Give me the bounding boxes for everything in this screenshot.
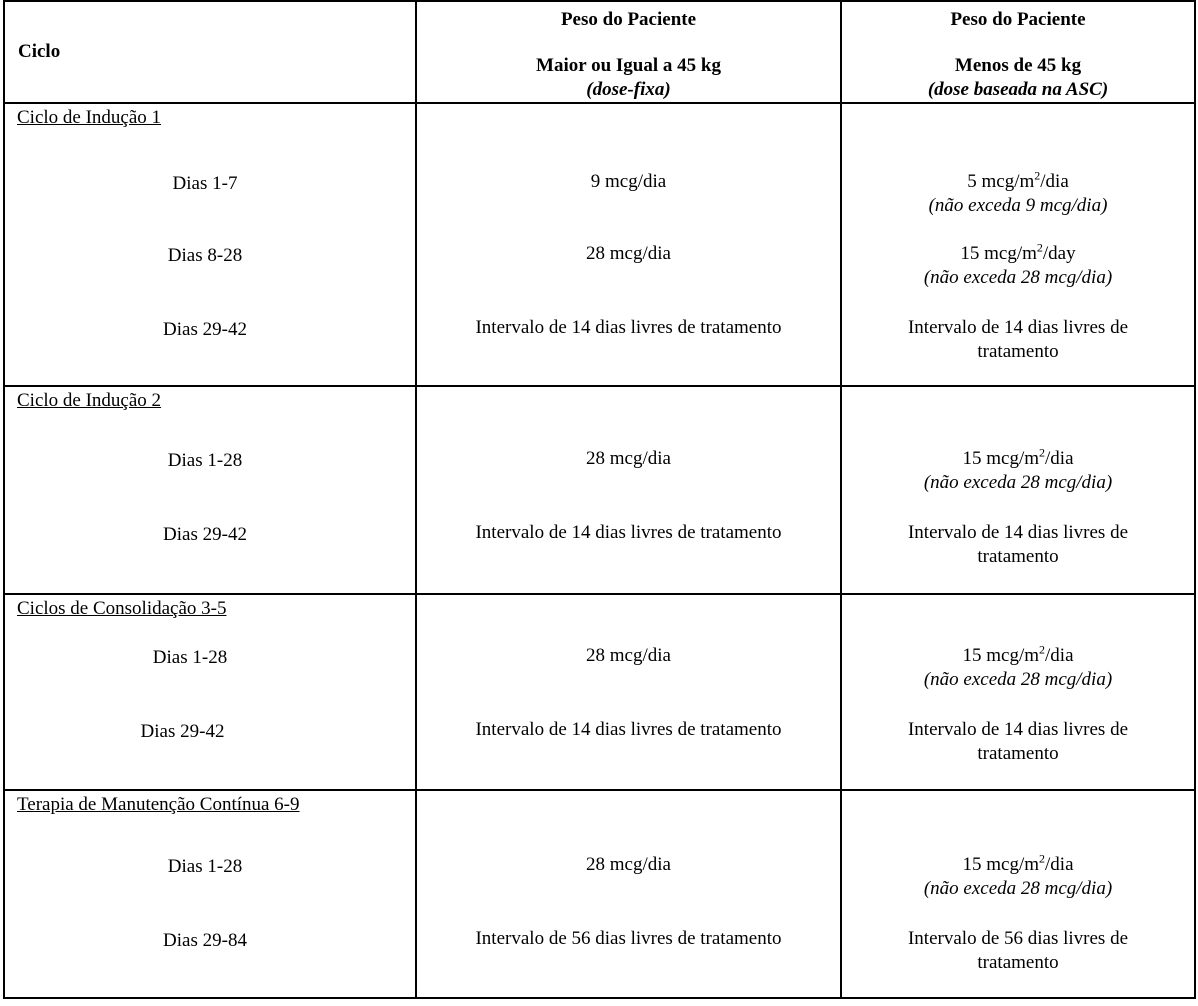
bsa-note: (não exceda 9 mcg/dia) [928,195,1108,216]
header-cycle [4,1,416,103]
bsa-dose-value [842,927,1194,975]
bsa-dose-value [842,170,1194,218]
days-label: Dias 1-28 [167,450,243,471]
header-col2-line1: Peso do Paciente [560,9,697,30]
bsa-dose-cell [841,594,1195,790]
section-title: Ciclo de Indução 1 [17,107,162,128]
days-label: Dias 1-7 [172,173,238,194]
bsa-line1: Intervalo de 56 dias livres de [907,928,1128,949]
bsa-dose-value [842,242,1194,290]
header-col3-line2: Menos de 45 kg [954,55,1082,76]
bsa-note: (não exceda 28 mcg/dia) [923,669,1113,690]
fixed-dose-value: Intervalo de 14 dias livres de tratamento [475,522,782,543]
section-consolidation [4,594,1195,790]
bsa-note: (não exceda 28 mcg/dia) [923,472,1113,493]
section-title: Ciclos de Consolidação 3-5 [17,598,227,619]
header-col3-line3: (dose baseada na ASC) [927,79,1109,100]
cycle-cell [4,103,416,386]
bsa-dose-cell [841,386,1195,594]
days-label: Dias 29-42 [163,524,247,545]
bsa-amount: 15 mcg/m [960,243,1037,264]
fixed-dose-value: 9 mcg/dia [590,171,667,192]
fixed-dose-cell [416,594,841,790]
bsa-note: (não exceda 28 mcg/dia) [923,267,1113,288]
fixed-dose-value: Intervalo de 14 dias livres de tratamento [475,719,782,740]
bsa-dose-value [842,316,1194,364]
cycle-cell [4,594,416,790]
superscript: 2 [1034,168,1041,183]
superscript: 2 [1039,445,1046,460]
header-cycle-text: Ciclo [18,41,61,62]
section-title: Terapia de Manutenção Contínua 6-9 [17,794,300,815]
bsa-unit: /day [1042,243,1076,264]
days-label: Dias 1-28 [152,647,228,668]
cycle-cell [4,386,416,594]
bsa-line1: Intervalo de 14 dias livres de [907,719,1128,740]
fixed-dose-value: 28 mcg/dia [586,854,671,875]
bsa-line2: tratamento [977,341,1059,362]
bsa-line1: Intervalo de 14 dias livres de [907,522,1128,543]
section-maintenance [4,790,1195,998]
header-col2-line2: Maior ou Igual a 45 kg [536,55,721,76]
bsa-dose-value [842,521,1194,569]
bsa-dose-value [842,644,1194,692]
bsa-unit: /dia [1045,448,1074,469]
header-bsa-dose [841,1,1195,103]
superscript: 2 [1039,851,1046,866]
bsa-amount: 5 mcg/m [967,171,1035,192]
bsa-dose-value [842,447,1194,495]
fixed-dose-value: Intervalo de 14 dias livres de tratamento [475,317,782,338]
bsa-amount: 15 mcg/m [962,645,1040,666]
days-label: Dias 29-84 [163,930,247,951]
section-induction2 [4,386,1195,594]
fixed-dose-value: 28 mcg/dia [586,448,671,469]
superscript: 2 [1039,642,1046,657]
dosing-table [3,0,1196,999]
cycle-cell [4,790,416,998]
days-label: Dias 1-28 [167,856,243,877]
fixed-dose-cell [416,386,841,594]
bsa-unit: /dia [1045,645,1074,666]
bsa-line1: Intervalo de 14 dias livres de [907,317,1128,338]
superscript: 2 [1036,240,1043,255]
days-label: Dias 8-28 [167,245,243,266]
days-label: Dias 29-42 [163,319,247,340]
bsa-unit: /dia [1045,854,1074,875]
header-col3-line1: Peso do Paciente [950,9,1086,30]
bsa-dose-value [842,718,1194,766]
bsa-line2: tratamento [977,743,1059,764]
bsa-dose-value [842,853,1194,901]
bsa-dose-cell [841,103,1195,386]
bsa-amount: 15 mcg/m [962,854,1040,875]
fixed-dose-value: 28 mcg/dia [586,243,671,264]
bsa-line2: tratamento [977,952,1059,973]
days-label: Dias 29-42 [140,721,225,742]
fixed-dose-cell [416,103,841,386]
header-row [4,1,1195,103]
header-col2-line3: (dose-fixa) [586,79,671,100]
bsa-dose-cell [841,790,1195,998]
fixed-dose-value: 28 mcg/dia [586,645,671,666]
section-induction1 [4,103,1195,386]
bsa-line2: tratamento [977,546,1059,567]
fixed-dose-value: Intervalo de 56 dias livres de tratamento [475,928,782,949]
fixed-dose-cell [416,790,841,998]
bsa-note: (não exceda 28 mcg/dia) [923,878,1113,899]
bsa-amount: 15 mcg/m [962,448,1040,469]
section-title: Ciclo de Indução 2 [17,390,162,411]
bsa-unit: /dia [1040,171,1069,192]
header-fixed-dose [416,1,841,103]
